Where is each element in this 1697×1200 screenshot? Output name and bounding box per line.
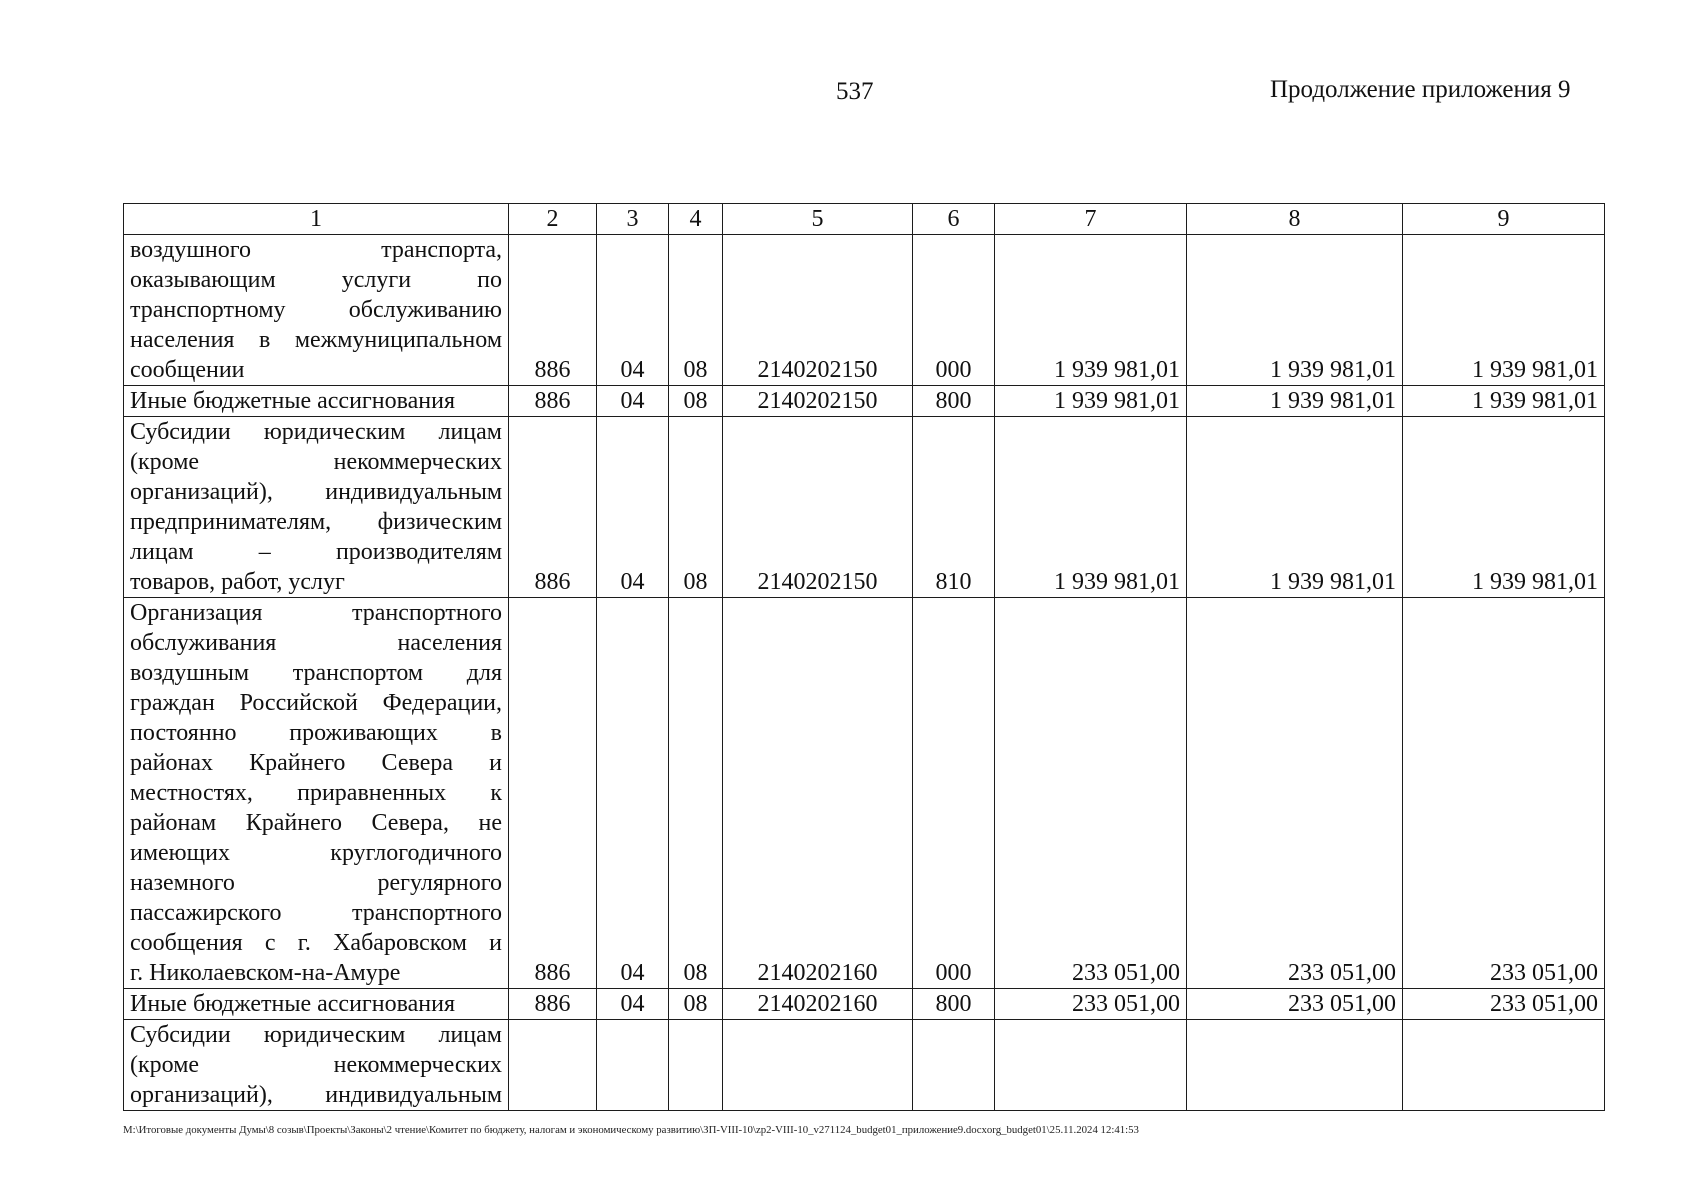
- table-row: [124, 417, 1605, 598]
- row-name-line: г. Николаевском-на-Амуре: [130, 960, 401, 986]
- column-header: 3: [597, 204, 669, 235]
- row-name-cell: [124, 989, 509, 1020]
- target-article-cell: 2140202160: [723, 598, 913, 989]
- column-header: 7: [995, 204, 1187, 235]
- table-header-row: [124, 204, 1605, 235]
- row-name-line: обслуживания населения: [130, 630, 502, 656]
- amount-2027-cell: 1 939 981,01: [1403, 417, 1605, 598]
- section-cell: 04: [597, 417, 669, 598]
- row-name-line: сообщения с г. Хабаровском и: [130, 930, 502, 956]
- subsection-cell: [669, 1020, 723, 1111]
- subsection-cell: 08: [669, 598, 723, 989]
- expense-type-cell: 800: [913, 989, 995, 1020]
- row-name-line: (кроме некоммерческих: [130, 1052, 502, 1078]
- amount-2026-cell: [1187, 1020, 1403, 1111]
- expense-type-cell: [913, 1020, 995, 1111]
- table-body: [124, 235, 1605, 1111]
- table-row: [124, 989, 1605, 1020]
- row-name-cell: [124, 386, 509, 417]
- row-name-line: постоянно проживающих в: [130, 720, 502, 746]
- column-header: 2: [509, 204, 597, 235]
- row-name-cell: [124, 1020, 509, 1111]
- amount-2025-cell: [995, 1020, 1187, 1111]
- row-name-line: предпринимателям, физическим: [130, 509, 502, 535]
- row-name-line: оказывающим услуги по: [130, 267, 502, 293]
- row-name-line: товаров, работ, услуг: [130, 569, 345, 595]
- expense-type-cell: 000: [913, 598, 995, 989]
- section-cell: 04: [597, 235, 669, 386]
- subsection-cell: 08: [669, 386, 723, 417]
- budget-table: [123, 203, 1605, 1111]
- table-row: [124, 235, 1605, 386]
- row-name-line: Иные бюджетные ассигнования: [130, 991, 455, 1017]
- amount-2026-cell: 233 051,00: [1187, 989, 1403, 1020]
- row-name-cell: [124, 235, 509, 386]
- subsection-cell: 08: [669, 235, 723, 386]
- column-header: 8: [1187, 204, 1403, 235]
- target-article-cell: [723, 1020, 913, 1111]
- target-article-cell: 2140202150: [723, 417, 913, 598]
- subsection-cell: 08: [669, 417, 723, 598]
- row-name-cell: [124, 598, 509, 989]
- column-header: 9: [1403, 204, 1605, 235]
- row-name-line: населения в межмуниципальном: [130, 327, 502, 353]
- row-name-line: сообщении: [130, 357, 245, 383]
- section-cell: 04: [597, 598, 669, 989]
- gp-code-cell: 886: [509, 598, 597, 989]
- column-header: 4: [669, 204, 723, 235]
- target-article-cell: 2140202150: [723, 386, 913, 417]
- expense-type-cell: 810: [913, 417, 995, 598]
- amount-2025-cell: 1 939 981,01: [995, 417, 1187, 598]
- row-name-line: Организация транспортного: [130, 600, 502, 626]
- amount-2025-cell: 233 051,00: [995, 598, 1187, 989]
- row-name-line: наземного регулярного: [130, 870, 502, 896]
- amount-2025-cell: 1 939 981,01: [995, 235, 1187, 386]
- row-name-line: лицам – производителям: [130, 539, 502, 565]
- subsection-cell: 08: [669, 989, 723, 1020]
- amount-2027-cell: 233 051,00: [1403, 598, 1605, 989]
- column-header: 5: [723, 204, 913, 235]
- row-name-line: воздушного транспорта,: [130, 237, 502, 263]
- gp-code-cell: 886: [509, 989, 597, 1020]
- target-article-cell: 2140202160: [723, 989, 913, 1020]
- amount-2026-cell: 1 939 981,01: [1187, 386, 1403, 417]
- amount-2026-cell: 1 939 981,01: [1187, 235, 1403, 386]
- table-row: [124, 598, 1605, 989]
- amount-2025-cell: 1 939 981,01: [995, 386, 1187, 417]
- row-name-line: районах Крайнего Севера и: [130, 750, 502, 776]
- target-article-cell: 2140202150: [723, 235, 913, 386]
- amount-2026-cell: 233 051,00: [1187, 598, 1403, 989]
- section-cell: 04: [597, 989, 669, 1020]
- column-header: 1: [124, 204, 509, 235]
- page-number: 537: [836, 78, 874, 105]
- gp-code-cell: [509, 1020, 597, 1111]
- table-row: [124, 1020, 1605, 1111]
- row-name-line: транспортному обслуживанию: [130, 297, 502, 323]
- expense-type-cell: 000: [913, 235, 995, 386]
- amount-2027-cell: 1 939 981,01: [1403, 235, 1605, 386]
- gp-code-cell: 886: [509, 417, 597, 598]
- row-name-line: организаций), индивидуальным: [130, 1082, 502, 1108]
- row-name-line: местностях, приравненных к: [130, 780, 502, 806]
- row-name-line: граждан Российской Федерации,: [130, 690, 502, 716]
- appendix-title: Продолжение приложения 9: [1270, 76, 1571, 103]
- footer-file-path: M:\Итоговые документы Думы\8 созыв\Проекты\Законы\2 чтение\Комитет по бюджету, налогам и экономическому развитию\ЗП-VIII-10\zp2-VIII-10_v271124_budget01_приложение9.docxorg_budget01\25.11.2024 12:41:53: [123, 1124, 1139, 1136]
- gp-code-cell: 886: [509, 386, 597, 417]
- row-name-line: организаций), индивидуальным: [130, 479, 502, 505]
- row-name-line: Субсидии юридическим лицам: [130, 1022, 502, 1048]
- column-header: 6: [913, 204, 995, 235]
- row-name-line: районам Крайнего Севера, не: [130, 810, 502, 836]
- amount-2027-cell: 233 051,00: [1403, 989, 1605, 1020]
- row-name-line: Субсидии юридическим лицам: [130, 419, 502, 445]
- amount-2025-cell: 233 051,00: [995, 989, 1187, 1020]
- row-name-line: Иные бюджетные ассигнования: [130, 388, 455, 414]
- gp-code-cell: 886: [509, 235, 597, 386]
- row-name-cell: [124, 417, 509, 598]
- section-cell: 04: [597, 386, 669, 417]
- section-cell: [597, 1020, 669, 1111]
- amount-2027-cell: 1 939 981,01: [1403, 386, 1605, 417]
- row-name-line: пассажирского транспортного: [130, 900, 502, 926]
- row-name-line: имеющих круглогодичного: [130, 840, 502, 866]
- expense-type-cell: 800: [913, 386, 995, 417]
- row-name-line: воздушным транспортом для: [130, 660, 502, 686]
- table-row: [124, 386, 1605, 417]
- row-name-line: (кроме некоммерческих: [130, 449, 502, 475]
- amount-2027-cell: [1403, 1020, 1605, 1111]
- amount-2026-cell: 1 939 981,01: [1187, 417, 1403, 598]
